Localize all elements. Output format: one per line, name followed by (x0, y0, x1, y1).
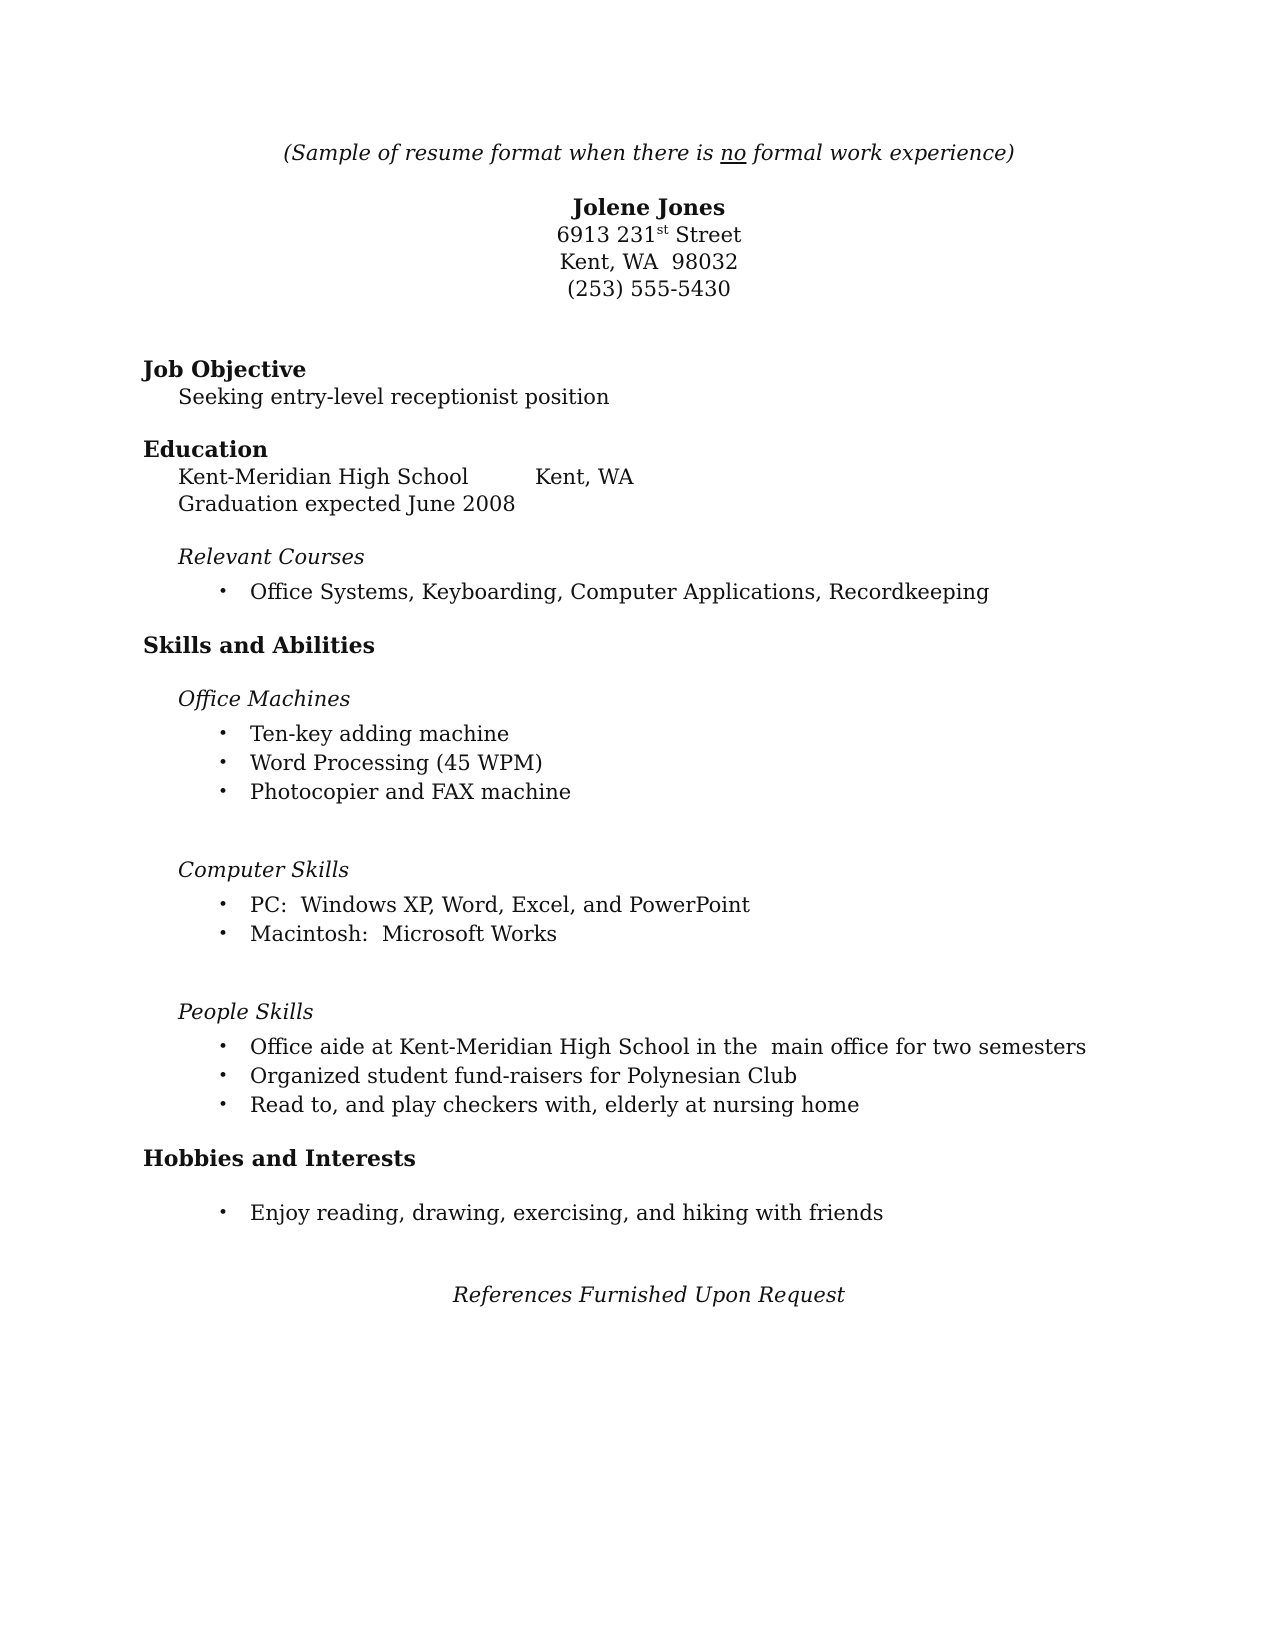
street-address (143, 222, 1155, 249)
graduation-line: Graduation expected June 2008 (178, 492, 516, 516)
people-skill-item: Read to, and play checkers with, elderly at nursing home (250, 1093, 860, 1117)
people-skills-heading: People Skills (178, 1000, 314, 1024)
bullet-icon: • (218, 582, 229, 602)
bullet-icon: • (218, 1203, 229, 1223)
school-location: Kent, WA (535, 465, 634, 489)
hobbies-list (218, 1199, 1155, 1228)
list-item (218, 1091, 1155, 1120)
bullet-icon: • (218, 895, 229, 915)
education-heading: Education (143, 437, 268, 463)
section-job-objective (143, 357, 1155, 411)
people-skill-item: Organized student fund-raisers for Polynesian Club (250, 1064, 798, 1088)
contact-block (143, 195, 1155, 303)
job-objective-heading: Job Objective (143, 357, 307, 383)
list-item (218, 1199, 1155, 1228)
list-item (218, 920, 1155, 949)
hobbies-heading: Hobbies and Interests (143, 1146, 416, 1172)
computer-skills-heading: Computer Skills (178, 858, 350, 882)
phone-number: (253) 555-5430 (567, 277, 731, 301)
list-item (218, 778, 1155, 807)
office-machines-list (218, 720, 1155, 807)
bullet-icon: • (218, 753, 229, 773)
section-skills (143, 633, 1155, 1120)
office-machine-item: Photocopier and FAX machine (250, 780, 572, 804)
sample-note (143, 140, 1155, 167)
office-machine-item: Ten-key adding machine (250, 722, 510, 746)
computer-skills-list (218, 891, 1155, 949)
computer-skill-item: Macintosh: Microsoft Works (250, 922, 558, 946)
list-item (218, 891, 1155, 920)
school-name: Kent-Meridian High School (178, 465, 469, 489)
people-skills-list (218, 1033, 1155, 1120)
people-skill-item: Office aide at Kent-Meridian High School in the main office for two semesters (250, 1035, 1087, 1059)
sample-note-underlined-word: no (720, 141, 747, 165)
education-school-line (178, 464, 1155, 491)
bullet-icon: • (218, 1037, 229, 1057)
section-education (143, 437, 1155, 607)
relevant-courses-list (218, 578, 1155, 607)
sample-note-pre: (Sample of resume format when there is (283, 141, 721, 165)
office-machines-heading: Office Machines (178, 687, 351, 711)
references-note: References Furnished Upon Request (452, 1283, 846, 1307)
relevant-courses-heading: Relevant Courses (178, 545, 365, 569)
office-machine-item: Word Processing (45 WPM) (250, 751, 543, 775)
list-item (218, 749, 1155, 778)
job-objective-text: Seeking entry-level receptionist position (178, 385, 610, 409)
section-hobbies (143, 1146, 1155, 1228)
bullet-icon: • (218, 1095, 229, 1115)
skills-heading: Skills and Abilities (143, 633, 375, 659)
list-item (218, 1062, 1155, 1091)
computer-skill-item: PC: Windows XP, Word, Excel, and PowerPoint (250, 893, 750, 917)
street-suffix: Street (668, 223, 742, 247)
street-ordinal-suffix: st (656, 223, 669, 238)
list-item (218, 1033, 1155, 1062)
list-item (218, 578, 1155, 607)
bullet-icon: • (218, 924, 229, 944)
hobby-item: Enjoy reading, drawing, exercising, and hiking with friends (250, 1201, 884, 1225)
list-item (218, 720, 1155, 749)
bullet-icon: • (218, 724, 229, 744)
city-state-zip: Kent, WA 98032 (559, 250, 739, 274)
bullet-icon: • (218, 1066, 229, 1086)
sample-note-post: formal work experience) (746, 141, 1015, 165)
person-name: Jolene Jones (572, 195, 726, 221)
street-number: 6913 231 (556, 223, 657, 247)
course-item: Office Systems, Keyboarding, Computer Applications, Recordkeeping (250, 580, 990, 604)
bullet-icon: • (218, 782, 229, 802)
